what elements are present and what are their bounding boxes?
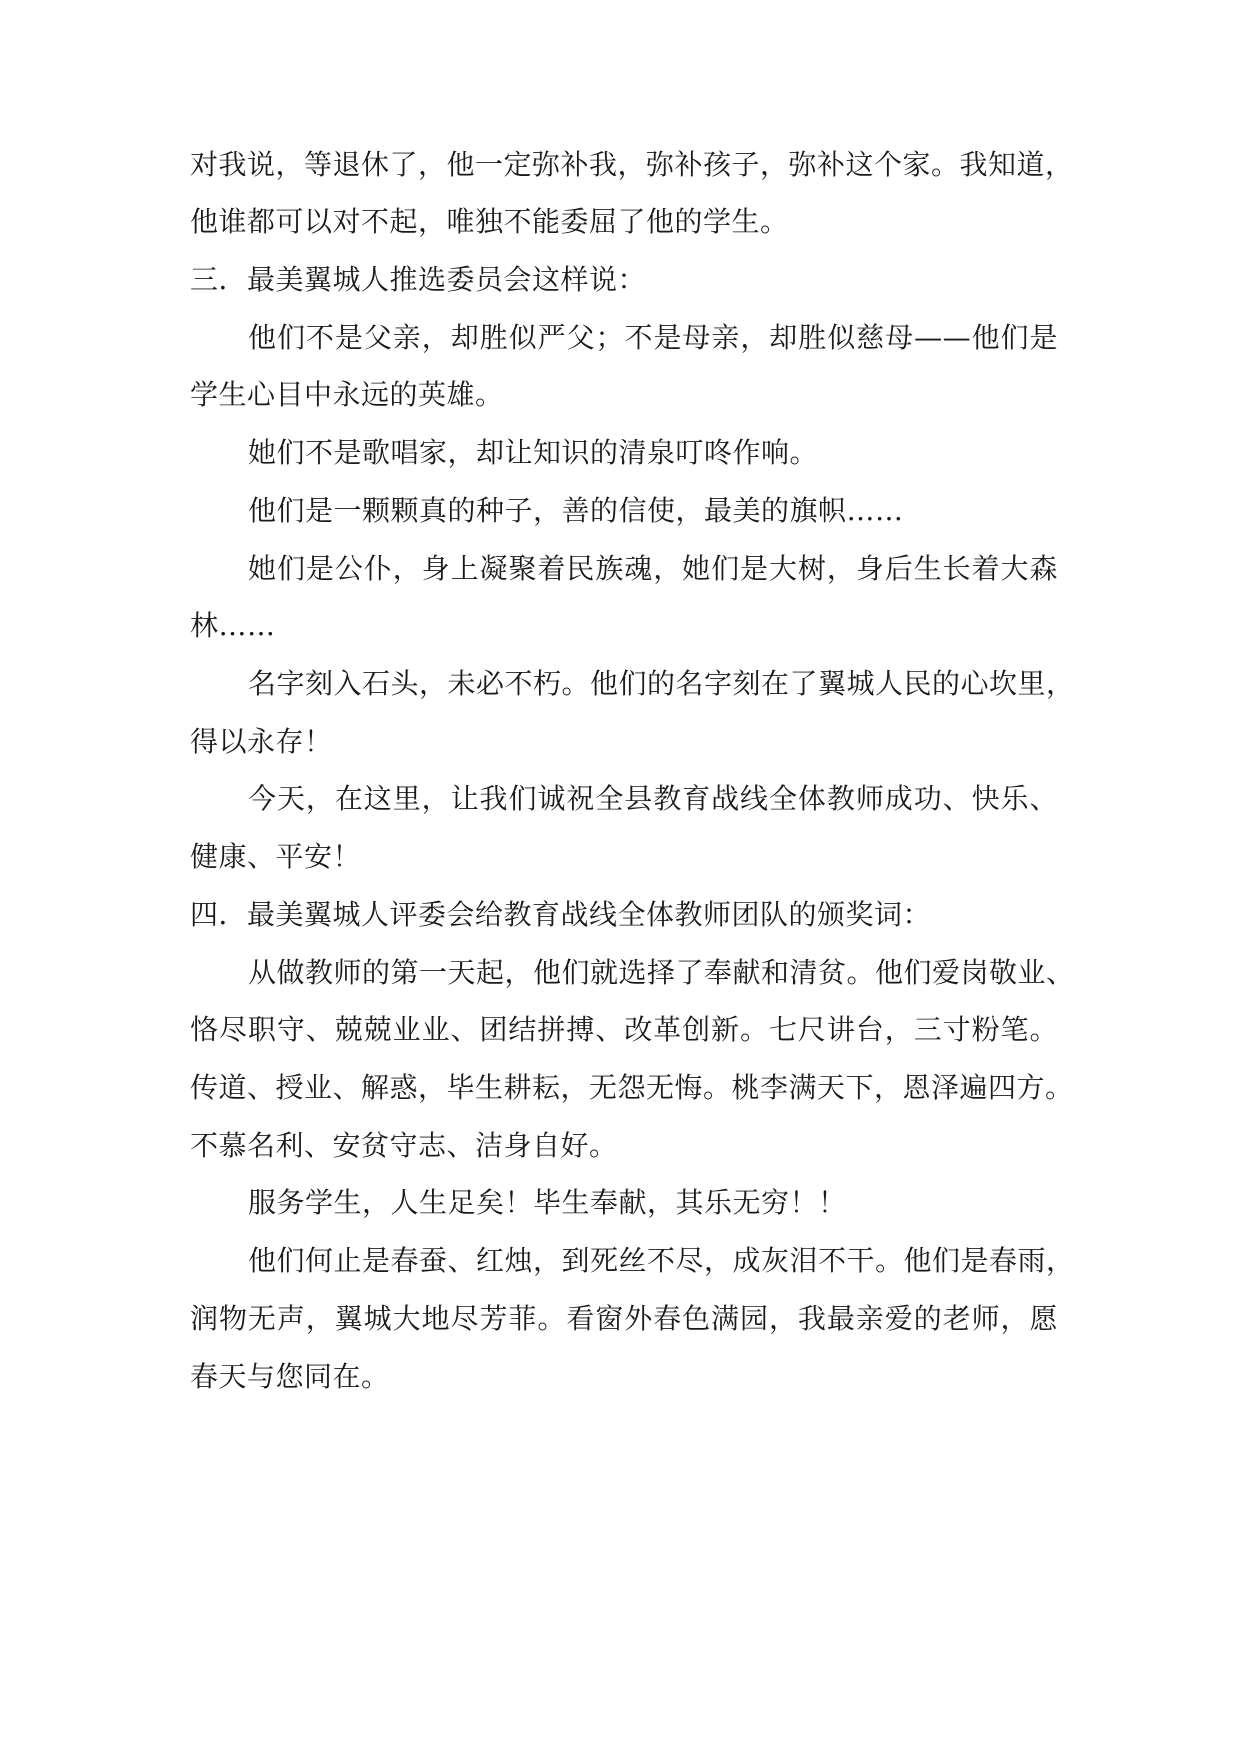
text-line: 她们不是歌唱家，却让知识的清泉叮咚作响。: [248, 436, 819, 469]
text-line: 他谁都可以对不起，唯独不能委屈了他的学生。: [190, 205, 789, 238]
text-line: 传道、授业、解惑，毕生耕耘，无怨无悔。桃李满天下，恩泽遍四方。: [190, 1071, 1074, 1104]
text-line: 名字刻入石头，未必不朽。他们的名字刻在了翼城人民的心坎里，: [248, 667, 1075, 700]
text-line: 对我说，等退休了，他一定弥补我，弥补孩子，弥补这个家。我知道，: [190, 148, 1074, 181]
text-line: 林……: [190, 609, 276, 642]
text-line: 她们是公仆，身上凝聚着民族魂，她们是大树，身后生长着大森: [248, 552, 1058, 585]
text-line: 他们不是父亲，却胜似严父；不是母亲，却胜似慈母——他们是: [248, 321, 1058, 354]
text-line: 春天与您同在。: [190, 1360, 390, 1393]
text-line: 从做教师的第一天起，他们就选择了奉献和清贫。他们爱岗敬业、: [248, 956, 1075, 989]
text-line: 学生心目中永远的英雄。: [190, 378, 504, 411]
section-heading: 四．最美翼城人评委会给教育战线全体教师团队的颁奖词：: [190, 898, 932, 931]
section-heading: 三．最美翼城人推选委员会这样说：: [190, 263, 647, 296]
text-line: 得以永存！: [190, 725, 333, 758]
text-line: 不慕名利、安贫守志、洁身自好。: [190, 1129, 618, 1162]
text-line: 恪尽职守、兢兢业业、团结拼搏、改革创新。七尺讲台，三寸粉笔。: [190, 1013, 1058, 1046]
text-line: 他们何止是春蚕、红烛，到死丝不尽，成灰泪不干。他们是春雨，: [248, 1244, 1075, 1277]
text-line: 今天，在这里，让我们诚祝全县教育战线全体教师成功、快乐、: [248, 782, 1058, 815]
text-line: 他们是一颗颗真的种子，善的信使，最美的旗帜……: [248, 494, 904, 527]
text-line: 润物无声，翼城大地尽芳菲。看窗外春色满园，我最亲爱的老师，愿: [190, 1302, 1058, 1335]
text-line: 健康、平安！: [190, 840, 362, 873]
text-line: 服务学生，人生足矣！毕生奉献，其乐无穷！！: [248, 1186, 847, 1219]
